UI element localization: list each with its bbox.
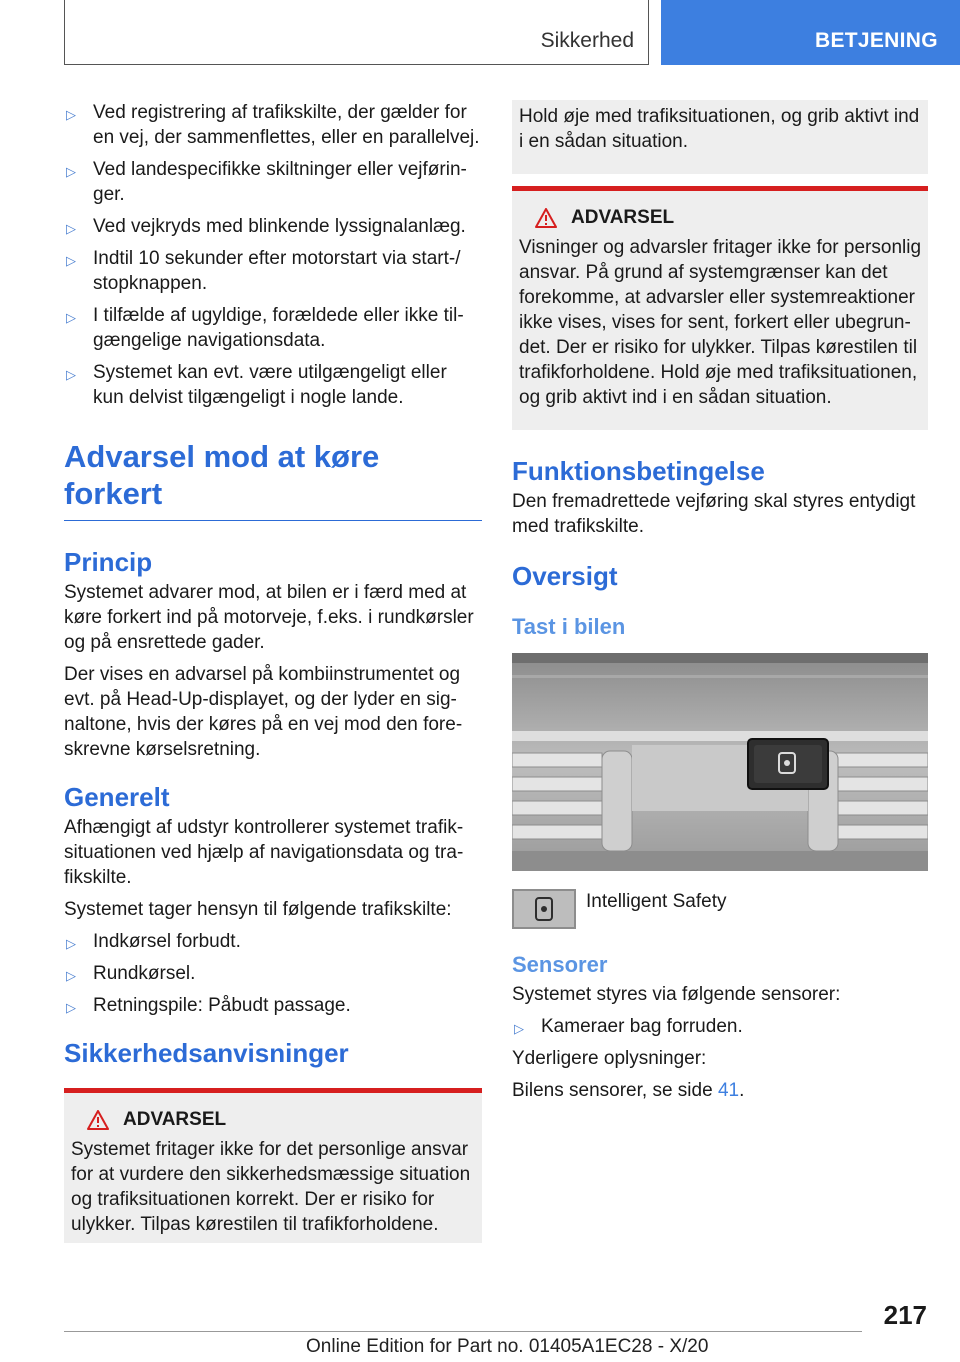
funktion-heading: Funktionsbetingelse xyxy=(512,456,765,486)
generelt-paragraph-2: Systemet tager hensyn til følgende trafikskilte: xyxy=(64,899,452,920)
intro-bullet-list xyxy=(64,100,482,410)
triangle-bullet-icon: ▷ xyxy=(66,221,76,236)
generelt-paragraph-1: Afhængigt af udstyr kontrollerer systemet trafiksituationen ved hjælp af navigationsdata og trafikskilte. xyxy=(64,817,464,888)
left-column xyxy=(64,100,482,1243)
more-info-label: Yderligere oplysninger: xyxy=(512,1048,707,1069)
list-item: ▷ Ved registrering af trafikskilte, der gælder for en vej, der sammenflettes, eller en parallelvej. xyxy=(66,102,480,148)
triangle-bullet-icon: ▷ xyxy=(66,968,76,983)
list-item: ▷ Ved landespecifikke skiltninger eller vejføringer. xyxy=(66,159,467,205)
triangle-bullet-icon: ▷ xyxy=(66,367,76,382)
right-column xyxy=(512,100,928,1110)
generelt-heading: Generelt xyxy=(64,782,170,812)
warning-triangle-icon xyxy=(87,1110,109,1130)
warning-triangle-icon xyxy=(535,208,557,228)
warning-continued-text: Hold øje med trafiksituationen, og grib aktivt ind i en sådan situation. xyxy=(519,106,920,152)
list-item: ▷ Systemet kan evt. være utilgængeligt eller kun delvist tilgængeligt i nogle lande. xyxy=(66,362,447,408)
header-chapter-title: BETJENING xyxy=(815,29,938,52)
sensorer-paragraph: Systemet styres via følgende sensorer: xyxy=(512,984,841,1005)
triangle-bullet-icon: ▷ xyxy=(66,1000,76,1015)
list-item: ▷ Kameraer bag forruden. xyxy=(512,1014,928,1039)
sign-bullet-list xyxy=(64,929,482,1018)
safety-heading: Sikkerhedsanvisninger xyxy=(64,1038,349,1068)
header-section-box xyxy=(64,0,649,65)
button-legend xyxy=(512,889,928,929)
footer-edition-text: Online Edition for Part no. 01405A1EC28 - X/20 xyxy=(306,1336,709,1357)
tast-heading: Tast i bilen xyxy=(512,614,626,639)
sensorer-heading: Sensorer xyxy=(512,952,608,977)
warning-header xyxy=(71,1109,475,1131)
princip-paragraph-1: Systemet advarer mod, at bilen er i færd med at køre forkert ind på motorveje, f.eks. i rundkørsler og på ensrettede gader. xyxy=(64,582,474,653)
sensor-bullet-list xyxy=(512,1014,928,1039)
warning-header xyxy=(519,207,921,229)
triangle-bullet-icon: ▷ xyxy=(66,936,76,951)
princip-paragraph-2: Der vises en advarsel på kombiinstrumentet og evt. på Head-Up-displayet, og der lyder en signaltone, hvis der køres på en vej mod den foreskrevne kørselsretning. xyxy=(64,664,463,760)
triangle-bullet-icon: ▷ xyxy=(66,164,76,179)
list-item: ▷ Rundkørsel. xyxy=(64,961,482,986)
main-title: Advarsel mod at køre forkert xyxy=(64,438,482,521)
dashboard-button-photo xyxy=(512,653,928,871)
warning-label: ADVARSEL xyxy=(123,1109,227,1130)
list-item: ▷ I tilfælde af ugyldige, forældede eller ikke tilgængelige navigationsdata. xyxy=(66,305,464,351)
triangle-bullet-icon: ▷ xyxy=(514,1021,524,1036)
warning-text: Visninger og advarsler fritager ikke for personlig ansvar. På grund af systemgrænser kan det forekomme, at advarsler eller systemreaktioner ikke vises, vises for sent, forkert eller ubegrundet. Der er risiko for ulykker. Tilpas kørestilen til trafikforholdene. Hold øje med trafiksituationen, og grib aktivt ind i en sådan situation. xyxy=(519,237,922,408)
funktion-paragraph: Den fremadrettede vejføring skal styres entydigt med trafikskilte. xyxy=(512,491,916,537)
warning-continued-box xyxy=(512,100,928,174)
page-number: 217 xyxy=(883,1300,927,1330)
list-item: ▷ Ved vejkryds med blinkende lyssignalanlæg. xyxy=(64,214,482,239)
warning-box xyxy=(64,1088,482,1243)
princip-heading: Princip xyxy=(64,547,153,577)
legend-text: Intelligent Safety xyxy=(586,891,727,912)
page-ref-link[interactable]: 41 xyxy=(717,1080,740,1101)
sensor-reference: Bilens sensorer, se side 41. xyxy=(512,1080,745,1101)
triangle-bullet-icon: ▷ xyxy=(66,107,76,122)
triangle-bullet-icon: ▷ xyxy=(66,253,76,268)
warning-label: ADVARSEL xyxy=(571,207,675,228)
list-item: ▷ Indtil 10 sekunder efter motorstart via start-/ stopknappen. xyxy=(66,248,461,294)
footer-divider xyxy=(64,1331,862,1332)
warning-text: Systemet fritager ikke for det personlige ansvar for at vurdere den sikkerhedsmæssige situation og trafiksituationen korrekt. Der er risiko for ulykker. Tilpas kørestilen til trafikforholdene. xyxy=(71,1139,471,1235)
list-item: ▷ Retningspile: Påbudt passage. xyxy=(64,993,482,1018)
warning-box xyxy=(512,186,928,430)
list-item: ▷ Indkørsel forbudt. xyxy=(64,929,482,954)
header-chapter-box xyxy=(661,0,960,65)
intelligent-safety-button-icon xyxy=(512,889,576,929)
header-section-title: Sikkerhed xyxy=(540,29,634,52)
triangle-bullet-icon: ▷ xyxy=(66,310,76,325)
oversigt-heading: Oversigt xyxy=(512,561,618,591)
